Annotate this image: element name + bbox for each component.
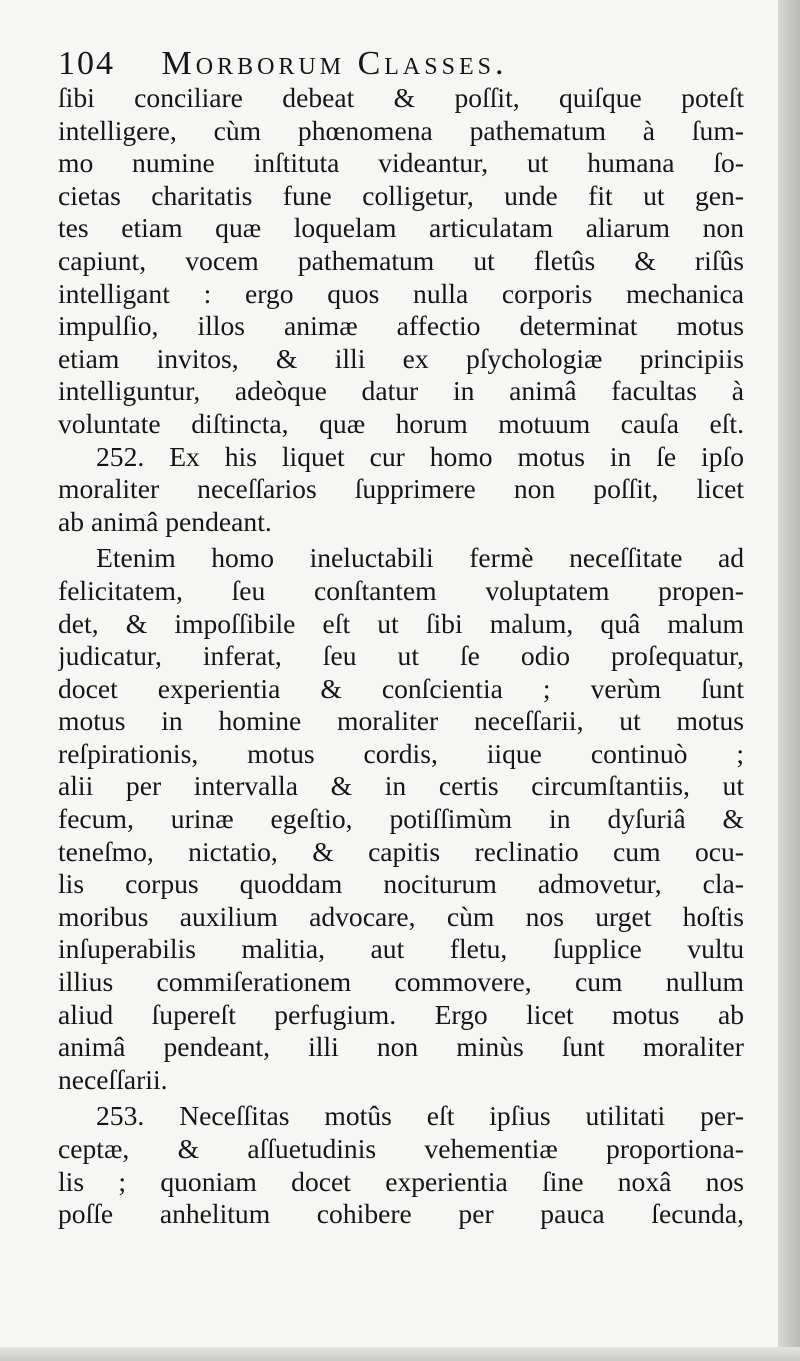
section-252-heading: 252. Ex his liquet cur homo motus in ſe ipſo [96,440,744,472]
text-line: fecum, urinæ egeſtio, potiſſimùm in dyſuriâ & [58,803,744,835]
paragraph-start: Etenim homo ineluctabili fermè neceſſitate ad [96,542,744,574]
body-text [58,82,744,1231]
text-line: reſpirationis, motus cordis, iique continuò ; [58,737,744,769]
text-line: capiunt, vocem pathematum ut fletûs & riſûs [58,244,744,276]
text-line: motus in homine moraliter neceſſarii, ut motus [58,705,744,737]
text-line: aliud ſupereſt perfugium. Ergo licet motus ab [58,998,744,1030]
text-line: moraliter neceſſarios ſupprimere non poſſit, licet [58,473,744,505]
text-line: ab animâ pendeant. [58,505,272,537]
text-line: cietas charitatis fune colligetur, unde fit ut gen- [58,179,744,211]
text-line: mo numine inſtituta videantur, ut humana ſo- [58,147,744,179]
text-line: voluntate diſtincta, quæ horum motuum cauſa eſt. [58,407,744,439]
text-line: judicatur, inferat, ſeu ut ſe odio proſequatur, [58,640,744,672]
page-edge-shadow [778,0,800,1361]
text-line: intelliguntur, adeòque datur in animâ facultas à [58,375,744,407]
text-line: alii per intervalla & in certis circumſtantiis, ut [58,770,744,802]
text-line: det, & impoſſibile eſt ut ſibi malum, quâ malum [58,607,744,639]
text-line: tes etiam quæ loquelam articulatam aliarum non [58,212,744,244]
page-number: 104 [58,45,115,82]
text-line: docet experientia & conſcientia ; verùm ſunt [58,672,744,704]
section-253-heading: 253. Neceſſitas motûs eſt ipſius utilitati per- [96,1100,744,1132]
text-line: moribus auxilium advocare, cùm nos urget hoſtis [58,900,744,932]
text-line: poſſe anhelitum cohibere per pauca ſecunda, [58,1198,744,1230]
text-line: ceptæ, & aſſuetudinis vehementiæ proportiona- [58,1133,744,1164]
text-line: lis ; quoniam docet experientia ſine noxâ nos [58,1165,744,1197]
text-line: lis corpus quoddam nociturum admovetur, cla- [58,868,744,900]
page-header [58,40,748,88]
text-line: ſibi conciliare debeat & poſſit, quiſque poteſt [58,82,744,113]
text-line: impulſio, illos animæ affectio determinat motus [58,310,744,342]
text-line: illius commiſerationem commovere, cum nullum [58,966,744,998]
text-line: felicitatem, ſeu conſtantem voluptatem propen- [58,574,744,606]
text-line: intelligant : ergo quos nulla corporis mechanica [58,277,744,309]
running-head: Morborum Classes. [161,45,508,82]
page-bottom-shadow [0,1347,800,1361]
text-line: teneſmo, nictatio, & capitis reclinatio cum ocu- [58,835,744,867]
text-line: neceſſarii. [58,1063,168,1095]
text-line: etiam invitos, & illi ex pſychologiæ principiis [58,342,744,374]
text-line: animâ pendeant, illi non minùs ſunt moraliter [58,1031,744,1063]
text-line: inſuperabilis malitia, aut fletu, ſupplice vultu [58,933,744,965]
text-line: intelligere, cùm phœnomena pathematum à ſum- [58,114,744,146]
